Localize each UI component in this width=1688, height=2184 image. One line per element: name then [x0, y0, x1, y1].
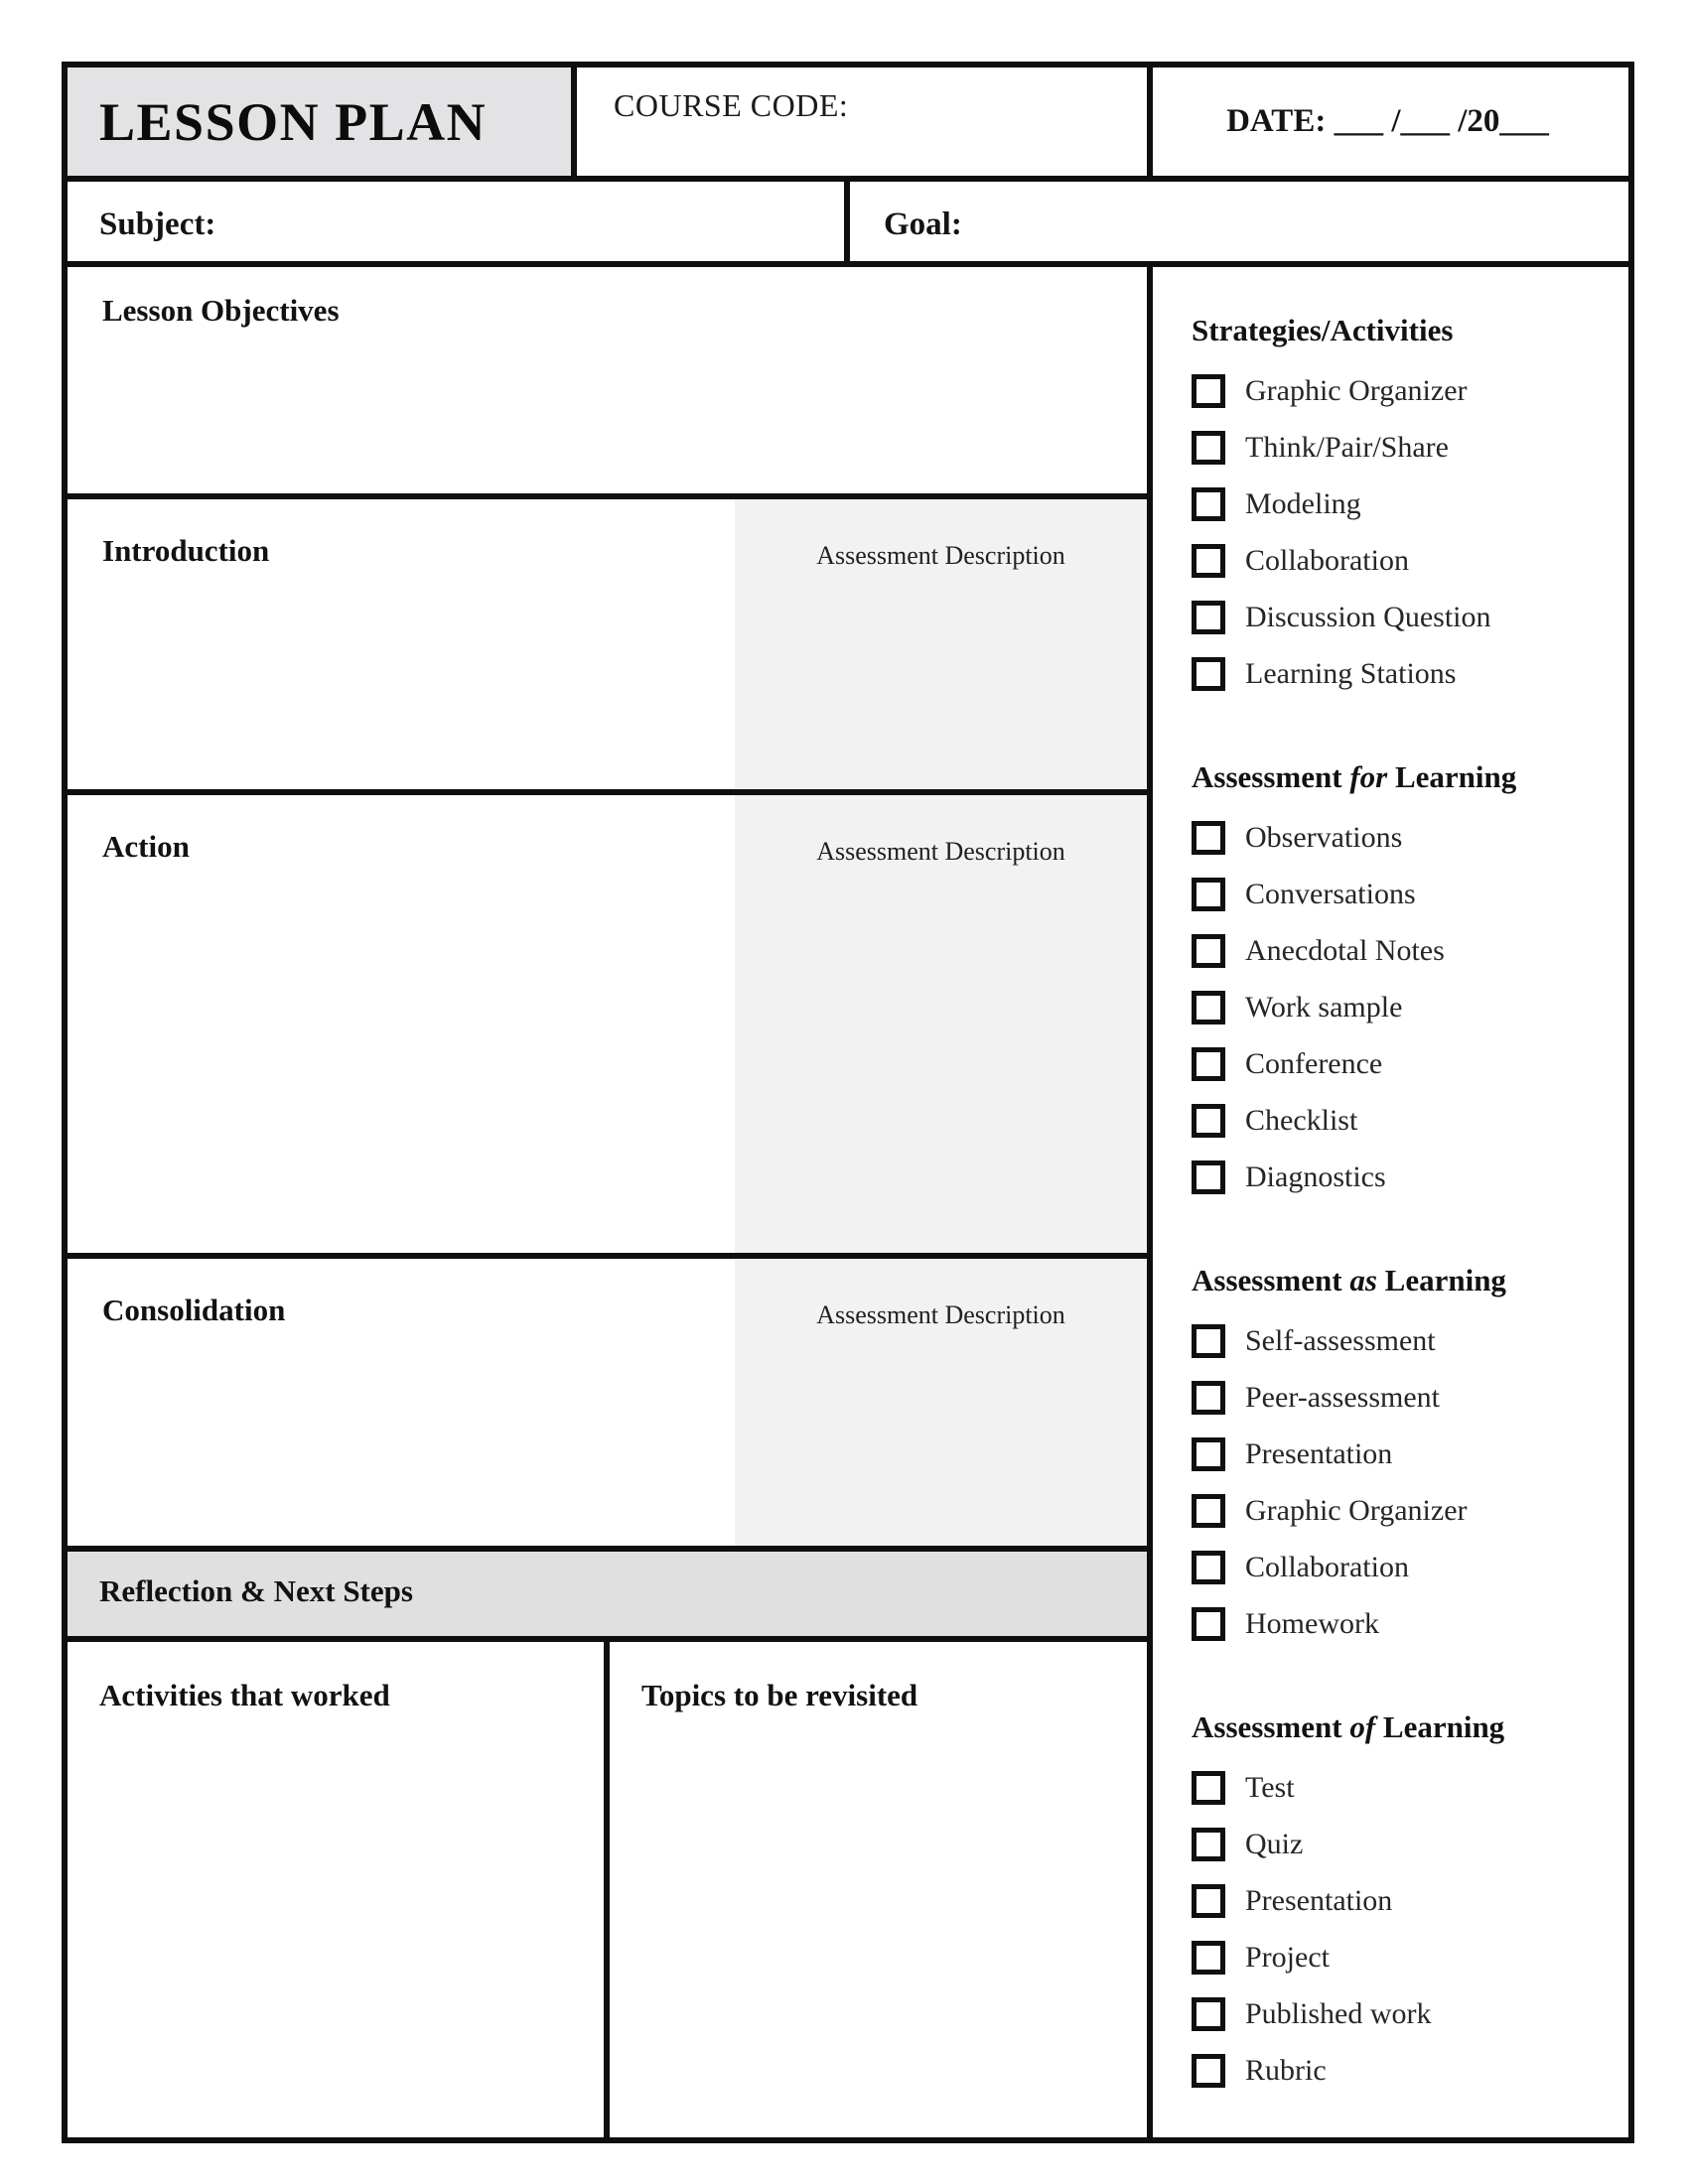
checkbox[interactable]: [1192, 1551, 1225, 1584]
checkbox[interactable]: [1192, 1324, 1225, 1358]
checklist-item: [1192, 362, 1628, 419]
checklist-item: [1192, 1816, 1628, 1872]
checklist-item-label: Work sample: [1245, 990, 1403, 1024]
divider-objectives-introduction: [62, 493, 1153, 499]
reflection-title: Reflection & Next Steps: [99, 1572, 413, 1608]
checkbox[interactable]: [1192, 374, 1225, 408]
activities-title: Activities that worked: [99, 1678, 390, 1712]
checklist-item-label: Peer-assessment: [1245, 1380, 1441, 1414]
checklist-item: [1192, 476, 1628, 532]
subject-field[interactable]: [62, 182, 844, 267]
checklist-item: [1192, 979, 1628, 1035]
topics-to-be-revisited-field[interactable]: [604, 1636, 1147, 2137]
checklist-item-label: Self-assessment: [1245, 1323, 1436, 1357]
checklist-group-assessment-as-learning-title: Assessment as Learning: [1192, 1263, 1506, 1297]
checklist-item: [1192, 2042, 1628, 2099]
checklist-item: [1192, 1369, 1628, 1426]
checkbox[interactable]: [1192, 1997, 1225, 2031]
lesson-objectives-field[interactable]: [62, 267, 1147, 493]
checklist-item-label: Test: [1245, 1770, 1295, 1804]
checklist-item-label: Graphic Organizer: [1245, 373, 1468, 407]
checklist-item-label: Learning Stations: [1245, 656, 1457, 690]
checklist-item-label: Rubric: [1245, 2053, 1327, 2087]
action-title: Action: [102, 829, 190, 864]
checkbox[interactable]: [1192, 1047, 1225, 1081]
checklist-item: [1192, 1539, 1628, 1595]
checklist-items-assessment-of-learning: [1192, 1759, 1628, 2099]
page-title: LESSON PLAN: [99, 91, 488, 152]
checklist-item: [1192, 1759, 1628, 1816]
checklist-item-label: Modeling: [1245, 486, 1361, 520]
border-left: [62, 62, 68, 2143]
checkbox[interactable]: [1192, 1437, 1225, 1471]
checkbox[interactable]: [1192, 1884, 1225, 1918]
checklist-item-label: Collaboration: [1245, 1550, 1409, 1583]
consolidation-title: Consolidation: [102, 1293, 286, 1327]
consolidation-field[interactable]: [62, 1253, 735, 1546]
reflection-header-bar: [62, 1546, 1147, 1636]
checklist-group-assessment-of-learning: [1192, 1707, 1628, 2099]
checklist-group-strategies: [1192, 311, 1628, 702]
introduction-assessment-field[interactable]: [735, 493, 1147, 789]
checklist-item: [1192, 1149, 1628, 1205]
checkbox[interactable]: [1192, 821, 1225, 855]
checkbox[interactable]: [1192, 657, 1225, 691]
checklist-item-label: Project: [1245, 1940, 1330, 1974]
checklist-item: [1192, 1929, 1628, 1985]
course-code-label: COURSE CODE:: [614, 87, 849, 123]
checklist-group-assessment-for-learning-title: Assessment for Learning: [1192, 759, 1517, 794]
checklist-item: [1192, 532, 1628, 589]
subject-label: Subject:: [99, 205, 216, 242]
checklist-item: [1192, 922, 1628, 979]
checkbox[interactable]: [1192, 1160, 1225, 1194]
checkbox[interactable]: [1192, 1381, 1225, 1415]
checklist-item-label: Presentation: [1245, 1436, 1393, 1470]
checkbox[interactable]: [1192, 1607, 1225, 1641]
checklist-item-label: Anecdotal Notes: [1245, 933, 1445, 967]
assessment-description-label: Assessment Description: [816, 541, 1065, 570]
course-code-field[interactable]: [571, 62, 1147, 182]
border-bottom: [62, 2137, 1634, 2143]
checklist-items-assessment-as-learning: [1192, 1312, 1628, 1652]
divider-action-consolidation: [62, 1253, 1153, 1259]
lesson-objectives-title: Lesson Objectives: [102, 293, 340, 328]
checklist-item: [1192, 1092, 1628, 1149]
checklist-item-label: Quiz: [1245, 1827, 1304, 1860]
checkbox[interactable]: [1192, 2054, 1225, 2088]
assessment-description-label: Assessment Description: [816, 837, 1065, 866]
title-cell: [62, 62, 571, 182]
checklist-item: [1192, 809, 1628, 866]
divider-subject-goal: [844, 176, 850, 267]
checkbox[interactable]: [1192, 601, 1225, 634]
checklist-item-label: Conversations: [1245, 877, 1416, 910]
consolidation-assessment-field[interactable]: [735, 1253, 1147, 1546]
checklist-group-assessment-for-learning: [1192, 757, 1628, 1205]
checklist-column: [1153, 267, 1628, 2099]
border-top: [62, 62, 1634, 68]
checklist-item-label: Checklist: [1245, 1103, 1358, 1137]
checklist-item: [1192, 1872, 1628, 1929]
border-right: [1628, 62, 1634, 2143]
checkbox[interactable]: [1192, 431, 1225, 465]
goal-label: Goal:: [884, 205, 962, 242]
checkbox[interactable]: [1192, 1828, 1225, 1861]
checkbox[interactable]: [1192, 1494, 1225, 1528]
checklist-item: [1192, 645, 1628, 702]
checklist-item-label: Collaboration: [1245, 543, 1409, 577]
checklist-item-label: Discussion Question: [1245, 600, 1491, 633]
topics-title: Topics to be revisited: [641, 1678, 918, 1712]
checklist-item-label: Graphic Organizer: [1245, 1493, 1468, 1527]
checklist-item: [1192, 866, 1628, 922]
checklist-items-strategies: [1192, 362, 1628, 702]
divider-main-columns: [1147, 261, 1153, 2143]
divider-introduction-action: [62, 789, 1153, 795]
checklist-item: [1192, 1035, 1628, 1092]
checklist-group-assessment-of-learning-title: Assessment of Learning: [1192, 1709, 1505, 1744]
action-field[interactable]: [62, 789, 735, 1253]
action-assessment-field[interactable]: [735, 789, 1147, 1253]
checklist-item-label: Diagnostics: [1245, 1160, 1386, 1193]
checkbox[interactable]: [1192, 1941, 1225, 1975]
checklist-item: [1192, 1595, 1628, 1652]
checklist-item: [1192, 1312, 1628, 1369]
checklist-item-label: Conference: [1245, 1046, 1383, 1080]
activities-that-worked-field[interactable]: [62, 1636, 604, 2137]
checklist-item-label: Homework: [1245, 1606, 1379, 1640]
checklist-item: [1192, 589, 1628, 645]
date-field[interactable]: [1147, 62, 1628, 182]
introduction-field[interactable]: [62, 493, 735, 789]
introduction-title: Introduction: [102, 533, 270, 568]
checklist-item: [1192, 1426, 1628, 1482]
checklist-item: [1192, 1482, 1628, 1539]
checklist-item-label: Think/Pair/Share: [1245, 430, 1449, 464]
checkbox[interactable]: [1192, 991, 1225, 1024]
checkbox[interactable]: [1192, 878, 1225, 911]
divider-activities-topics: [604, 1636, 610, 2143]
checklist-group-assessment-as-learning: [1192, 1261, 1628, 1652]
checkbox[interactable]: [1192, 1104, 1225, 1138]
goal-field[interactable]: [844, 182, 1628, 267]
checklist-item: [1192, 419, 1628, 476]
assessment-description-label: Assessment Description: [816, 1300, 1065, 1329]
divider-title-coursecode: [571, 62, 577, 182]
checkbox[interactable]: [1192, 544, 1225, 578]
divider-consolidation-reflection: [62, 1546, 1153, 1552]
checklist-group-strategies-title: Strategies/Activities: [1192, 313, 1454, 347]
checklist-item: [1192, 1985, 1628, 2042]
checklist-item-label: Presentation: [1245, 1883, 1393, 1917]
date-label: DATE: ___ /___ /20___: [1226, 103, 1549, 139]
checkbox[interactable]: [1192, 1771, 1225, 1805]
checklist-items-assessment-for-learning: [1192, 809, 1628, 1205]
checkbox[interactable]: [1192, 487, 1225, 521]
checkbox[interactable]: [1192, 934, 1225, 968]
checklist-item-label: Observations: [1245, 820, 1403, 854]
divider-coursecode-date: [1147, 62, 1153, 182]
checklist-item-label: Published work: [1245, 1996, 1432, 2030]
